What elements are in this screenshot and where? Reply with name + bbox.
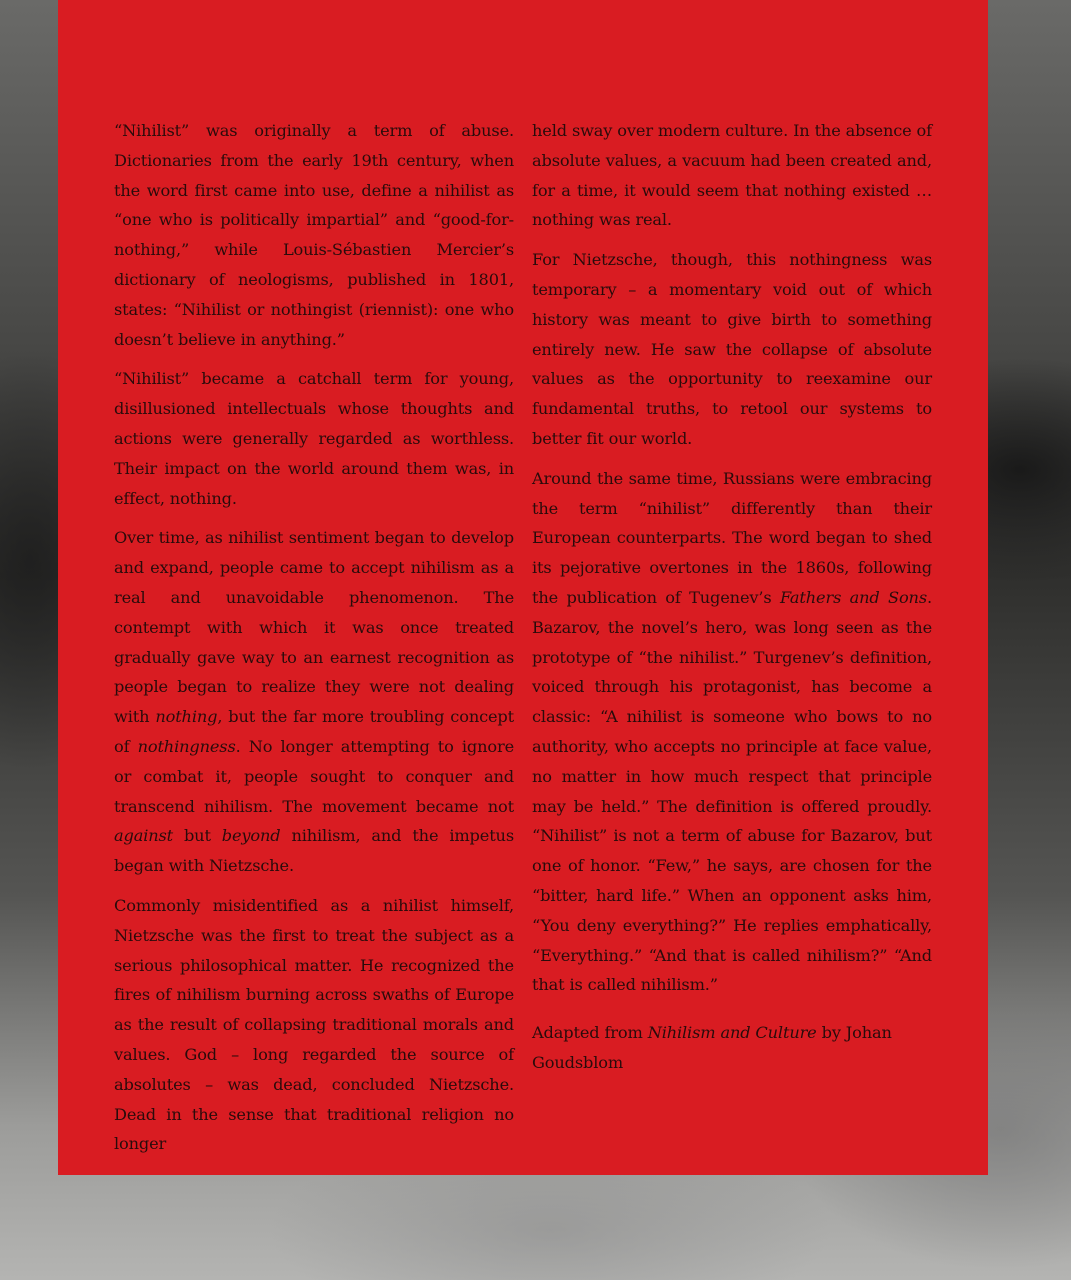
credit-prefix: Adapted from (532, 1023, 648, 1043)
book-title-fathers-and-sons: Fathers and Sons (779, 587, 927, 607)
credit-book-title: Nihilism and Culture (647, 1023, 817, 1043)
emphasis-beyond: beyond (221, 826, 281, 846)
emphasis-nothingness: nothingness (137, 736, 236, 756)
credit-author: by Johan Goudsblom (532, 1023, 892, 1072)
emphasis-against: against (114, 826, 174, 846)
text-run: , but the far more troubling concept of (114, 707, 515, 756)
paragraph-over-time (114, 523, 514, 881)
paragraph-continuation: held sway over modern culture. In the absence of absolute values, a vacuum had been created and, for a time, it would seem that nothing existed … nothing was real. (532, 121, 932, 230)
text-run: . Bazarov, the novel’s hero, was long seen as the prototype of “the nihilist.” Turgenev’s definition, voiced through his protagonist, has become a classic: “A nihilist is someone who bows to no authority, who accepts no principle at face value, no matter in how much respect that principle may be held.” The definition is offered proudly. “Nihilist” is not a term of abuse for Bazarov, but one of honor. “Few,” he says, are chosen for the “bitter, hard life.” When an opponent asks him, “You deny everything?” He replies emphatically, “Everything.” “And that is called nihilism?” “And that is called nihilism.” (532, 587, 932, 995)
left-text-column (114, 116, 514, 1169)
paragraph-russians (532, 464, 932, 1000)
text-run: . No longer attempting to ignore or combat it, people sought to conquer and transcend nihilism. The movement became not (114, 736, 515, 816)
emphasis-nothing: nothing (155, 707, 218, 727)
text-run: but (173, 826, 222, 846)
paragraph-catchall-term: “Nihilist” became a catchall term for young, disillusioned intellectuals whose thoughts and actions were generally regarded as worthless. Their impact on the world around them was, in effect, nothing. (114, 369, 514, 508)
text-run: Around the same time, Russians were embracing the term “nihilist” differently than their European counterparts. The word began to shed its pejorative overtones in the 1860s, following the publication of Tugenev’s (532, 468, 932, 607)
right-text-column (532, 116, 932, 1088)
paragraph-origin-of-term: “Nihilist” was originally a term of abuse. Dictionaries from the early 19th century, when the word first came into use, define a nihilist as “one who is politically impartial” and “good-for-nothing,” while Louis-Sébastien Mercier’s dictionary of neologisms, published in 1801, states: “Nihilist or nothingist (riennist): one who doesn’t believe in anything.” (114, 121, 514, 349)
source-credit (532, 1018, 932, 1078)
paragraph-nietzsche: Commonly misidentified as a nihilist himself, Nietzsche was the first to treat the subject as a serious philosophical matter. He recognized the fires of nihilism burning across swaths of Europe as the result of collapsing traditional morals and values. God – long regarded the source of absolutes – was dead, concluded Nietzsche. Dead in the sense that traditional religion no longer (114, 895, 514, 1154)
paragraph-temporary-void: For Nietzsche, though, this nothingness was temporary – a momentary void out of which history was meant to give birth to something entirely new. He saw the collapse of absolute values as the opportunity to reexamine our fundamental truths, to retool our systems to better fit our world. (532, 250, 932, 448)
red-text-panel (58, 0, 988, 1175)
text-run: Over time, as nihilist sentiment began to develop and expand, people came to accept nihilism as a real and unavoidable phenomenon. The contempt with which it was once treated gradually gave way to an earnest recognition as people began to realize they were not dealing with (114, 528, 514, 727)
text-run: nihilism, and the impetus began with Nietzsche. (114, 826, 514, 876)
